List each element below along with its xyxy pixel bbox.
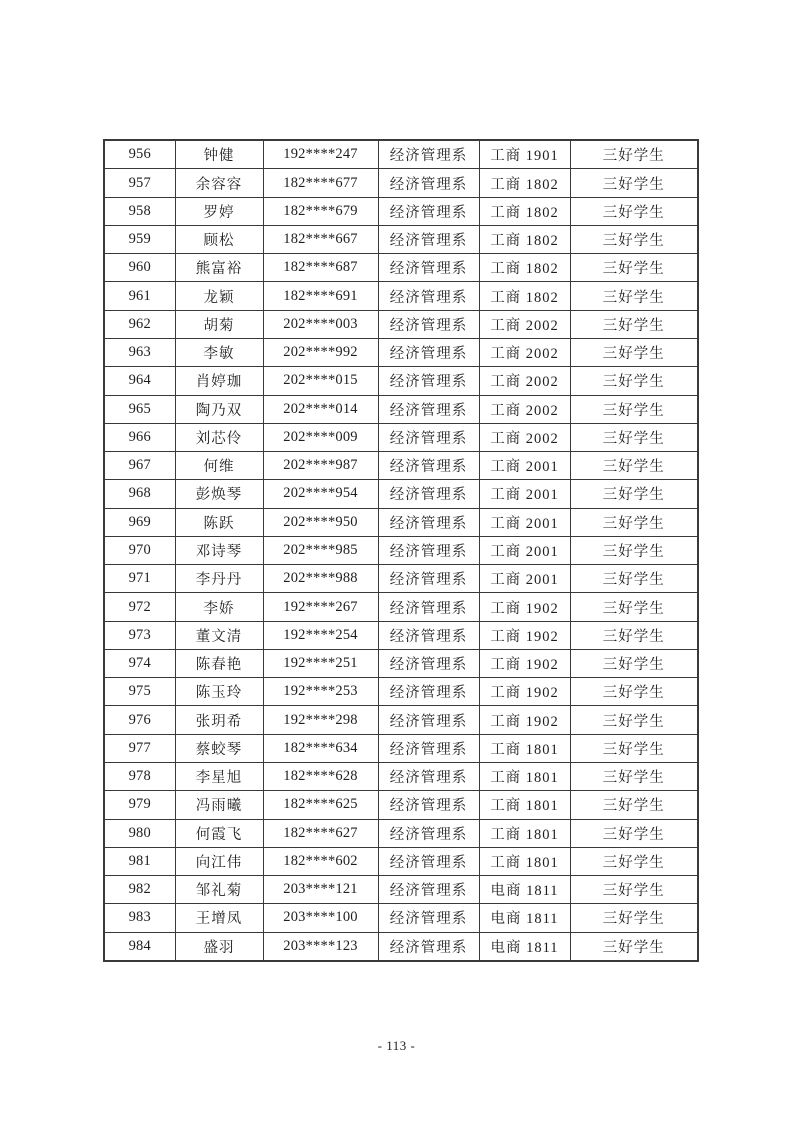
cell-department: 经济管理系: [378, 395, 479, 423]
cell-student_id: 202****003: [263, 310, 378, 338]
cell-department: 经济管理系: [378, 339, 479, 367]
cell-number: 972: [104, 593, 175, 621]
cell-number: 963: [104, 339, 175, 367]
cell-name: 向江伟: [175, 847, 263, 875]
cell-number: 969: [104, 508, 175, 536]
cell-number: 975: [104, 678, 175, 706]
student-awards-table: [103, 139, 699, 962]
cell-class: 工商 1802: [479, 197, 570, 225]
table-row: [104, 819, 698, 847]
cell-award: 三好学生: [570, 819, 698, 847]
table-row: [104, 762, 698, 790]
cell-name: 陈春艳: [175, 649, 263, 677]
cell-class: 工商 2002: [479, 423, 570, 451]
cell-student_id: 182****679: [263, 197, 378, 225]
cell-award: 三好学生: [570, 169, 698, 197]
cell-department: 经济管理系: [378, 904, 479, 932]
cell-department: 经济管理系: [378, 169, 479, 197]
cell-number: 965: [104, 395, 175, 423]
page-number: - 113 -: [377, 1038, 416, 1053]
cell-award: 三好学生: [570, 225, 698, 253]
cell-number: 973: [104, 621, 175, 649]
cell-class: 工商 1802: [479, 254, 570, 282]
cell-name: 李敏: [175, 339, 263, 367]
cell-number: 979: [104, 791, 175, 819]
cell-number: 957: [104, 169, 175, 197]
cell-name: 肖婷珈: [175, 367, 263, 395]
cell-name: 陈跃: [175, 508, 263, 536]
cell-number: 983: [104, 904, 175, 932]
cell-class: 工商 2001: [479, 536, 570, 564]
table-row: [104, 904, 698, 932]
cell-name: 盛羽: [175, 932, 263, 961]
cell-department: 经济管理系: [378, 593, 479, 621]
cell-class: 电商 1811: [479, 876, 570, 904]
cell-department: 经济管理系: [378, 791, 479, 819]
cell-number: 976: [104, 706, 175, 734]
cell-class: 工商 2002: [479, 367, 570, 395]
cell-class: 工商 1902: [479, 649, 570, 677]
cell-award: 三好学生: [570, 395, 698, 423]
cell-department: 经济管理系: [378, 847, 479, 875]
cell-award: 三好学生: [570, 762, 698, 790]
cell-award: 三好学生: [570, 565, 698, 593]
cell-class: 工商 2001: [479, 480, 570, 508]
table-row: [104, 791, 698, 819]
cell-class: 工商 2001: [479, 452, 570, 480]
cell-class: 工商 1801: [479, 734, 570, 762]
cell-class: 工商 1902: [479, 621, 570, 649]
table-row: [104, 282, 698, 310]
cell-number: 960: [104, 254, 175, 282]
cell-department: 经济管理系: [378, 480, 479, 508]
cell-student_id: 203****123: [263, 932, 378, 961]
table-row: [104, 847, 698, 875]
cell-class: 工商 2001: [479, 565, 570, 593]
cell-award: 三好学生: [570, 508, 698, 536]
cell-department: 经济管理系: [378, 565, 479, 593]
cell-name: 张玥希: [175, 706, 263, 734]
cell-award: 三好学生: [570, 847, 698, 875]
cell-class: 工商 1802: [479, 225, 570, 253]
cell-number: 977: [104, 734, 175, 762]
cell-department: 经济管理系: [378, 819, 479, 847]
cell-name: 邹礼菊: [175, 876, 263, 904]
cell-student_id: 182****625: [263, 791, 378, 819]
cell-class: 工商 1902: [479, 706, 570, 734]
cell-number: 966: [104, 423, 175, 451]
cell-number: 968: [104, 480, 175, 508]
cell-name: 冯雨曦: [175, 791, 263, 819]
table-row: [104, 536, 698, 564]
cell-class: 工商 1802: [479, 282, 570, 310]
cell-award: 三好学生: [570, 423, 698, 451]
cell-student_id: 192****247: [263, 140, 378, 169]
cell-class: 工商 1801: [479, 791, 570, 819]
cell-number: 967: [104, 452, 175, 480]
cell-award: 三好学生: [570, 593, 698, 621]
cell-student_id: 203****121: [263, 876, 378, 904]
cell-award: 三好学生: [570, 621, 698, 649]
cell-award: 三好学生: [570, 706, 698, 734]
cell-department: 经济管理系: [378, 706, 479, 734]
cell-name: 蔡蛟琴: [175, 734, 263, 762]
cell-number: 964: [104, 367, 175, 395]
cell-student_id: 202****987: [263, 452, 378, 480]
table-row: [104, 367, 698, 395]
table-row: [104, 339, 698, 367]
cell-student_id: 182****627: [263, 819, 378, 847]
cell-number: 978: [104, 762, 175, 790]
cell-department: 经济管理系: [378, 282, 479, 310]
cell-name: 何维: [175, 452, 263, 480]
cell-name: 陶乃双: [175, 395, 263, 423]
cell-name: 余容容: [175, 169, 263, 197]
cell-class: 工商 2002: [479, 339, 570, 367]
cell-class: 工商 1902: [479, 678, 570, 706]
cell-award: 三好学生: [570, 254, 698, 282]
cell-student_id: 202****992: [263, 339, 378, 367]
table-row: [104, 621, 698, 649]
cell-name: 钟健: [175, 140, 263, 169]
cell-class: 工商 1801: [479, 762, 570, 790]
table-row: [104, 649, 698, 677]
cell-number: 974: [104, 649, 175, 677]
cell-number: 970: [104, 536, 175, 564]
cell-class: 工商 1801: [479, 847, 570, 875]
table-row: [104, 876, 698, 904]
cell-name: 陈玉玲: [175, 678, 263, 706]
cell-department: 经济管理系: [378, 678, 479, 706]
cell-name: 彭焕琴: [175, 480, 263, 508]
cell-department: 经济管理系: [378, 876, 479, 904]
table-row: [104, 169, 698, 197]
cell-department: 经济管理系: [378, 932, 479, 961]
cell-number: 980: [104, 819, 175, 847]
cell-number: 982: [104, 876, 175, 904]
cell-class: 电商 1811: [479, 904, 570, 932]
cell-student_id: 182****691: [263, 282, 378, 310]
table-row: [104, 734, 698, 762]
cell-class: 工商 1802: [479, 169, 570, 197]
cell-name: 顾松: [175, 225, 263, 253]
cell-award: 三好学生: [570, 876, 698, 904]
cell-name: 何霞飞: [175, 819, 263, 847]
cell-student_id: 182****634: [263, 734, 378, 762]
cell-award: 三好学生: [570, 367, 698, 395]
table-row: [104, 254, 698, 282]
cell-name: 李星旭: [175, 762, 263, 790]
awards-table-body: [104, 140, 698, 961]
cell-student_id: 202****954: [263, 480, 378, 508]
table-row: [104, 678, 698, 706]
cell-student_id: 202****015: [263, 367, 378, 395]
cell-department: 经济管理系: [378, 734, 479, 762]
cell-name: 李丹丹: [175, 565, 263, 593]
cell-number: 981: [104, 847, 175, 875]
cell-student_id: 182****677: [263, 169, 378, 197]
cell-student_id: 192****251: [263, 649, 378, 677]
table-row: [104, 395, 698, 423]
cell-student_id: 192****253: [263, 678, 378, 706]
cell-student_id: 202****988: [263, 565, 378, 593]
cell-award: 三好学生: [570, 480, 698, 508]
table-row: [104, 932, 698, 961]
cell-class: 工商 2002: [479, 395, 570, 423]
cell-award: 三好学生: [570, 932, 698, 961]
cell-department: 经济管理系: [378, 197, 479, 225]
cell-class: 电商 1811: [479, 932, 570, 961]
cell-name: 邓诗琴: [175, 536, 263, 564]
cell-name: 龙颖: [175, 282, 263, 310]
table-row: [104, 593, 698, 621]
cell-class: 工商 2002: [479, 310, 570, 338]
cell-award: 三好学生: [570, 310, 698, 338]
cell-department: 经济管理系: [378, 762, 479, 790]
cell-number: 959: [104, 225, 175, 253]
table-row: [104, 225, 698, 253]
cell-student_id: 182****687: [263, 254, 378, 282]
table-row: [104, 310, 698, 338]
table-row: [104, 508, 698, 536]
cell-award: 三好学生: [570, 734, 698, 762]
cell-department: 经济管理系: [378, 536, 479, 564]
cell-student_id: 202****014: [263, 395, 378, 423]
cell-number: 961: [104, 282, 175, 310]
table-row: [104, 140, 698, 169]
cell-department: 经济管理系: [378, 140, 479, 169]
cell-department: 经济管理系: [378, 423, 479, 451]
cell-award: 三好学生: [570, 904, 698, 932]
cell-award: 三好学生: [570, 197, 698, 225]
cell-number: 962: [104, 310, 175, 338]
cell-name: 罗婷: [175, 197, 263, 225]
cell-department: 经济管理系: [378, 508, 479, 536]
cell-student_id: 203****100: [263, 904, 378, 932]
cell-number: 956: [104, 140, 175, 169]
cell-student_id: 182****628: [263, 762, 378, 790]
table-row: [104, 452, 698, 480]
cell-class: 工商 1902: [479, 593, 570, 621]
cell-award: 三好学生: [570, 536, 698, 564]
cell-department: 经济管理系: [378, 225, 479, 253]
table-row: [104, 565, 698, 593]
cell-number: 958: [104, 197, 175, 225]
cell-student_id: 182****602: [263, 847, 378, 875]
cell-award: 三好学生: [570, 339, 698, 367]
cell-class: 工商 1901: [479, 140, 570, 169]
cell-student_id: 192****254: [263, 621, 378, 649]
cell-award: 三好学生: [570, 452, 698, 480]
cell-name: 刘芯伶: [175, 423, 263, 451]
cell-department: 经济管理系: [378, 310, 479, 338]
cell-award: 三好学生: [570, 649, 698, 677]
cell-department: 经济管理系: [378, 621, 479, 649]
cell-student_id: 192****267: [263, 593, 378, 621]
cell-name: 李娇: [175, 593, 263, 621]
cell-award: 三好学生: [570, 282, 698, 310]
table-row: [104, 706, 698, 734]
cell-award: 三好学生: [570, 678, 698, 706]
cell-student_id: 202****009: [263, 423, 378, 451]
cell-award: 三好学生: [570, 791, 698, 819]
cell-class: 工商 1801: [479, 819, 570, 847]
cell-department: 经济管理系: [378, 452, 479, 480]
cell-department: 经济管理系: [378, 649, 479, 677]
table-row: [104, 480, 698, 508]
cell-student_id: 192****298: [263, 706, 378, 734]
table-row: [104, 423, 698, 451]
cell-class: 工商 2001: [479, 508, 570, 536]
cell-department: 经济管理系: [378, 254, 479, 282]
cell-award: 三好学生: [570, 140, 698, 169]
cell-student_id: 202****985: [263, 536, 378, 564]
cell-number: 971: [104, 565, 175, 593]
table-row: [104, 197, 698, 225]
cell-number: 984: [104, 932, 175, 961]
cell-name: 胡菊: [175, 310, 263, 338]
cell-student_id: 182****667: [263, 225, 378, 253]
cell-name: 熊富裕: [175, 254, 263, 282]
cell-name: 董文清: [175, 621, 263, 649]
cell-student_id: 202****950: [263, 508, 378, 536]
cell-department: 经济管理系: [378, 367, 479, 395]
cell-name: 王增凤: [175, 904, 263, 932]
